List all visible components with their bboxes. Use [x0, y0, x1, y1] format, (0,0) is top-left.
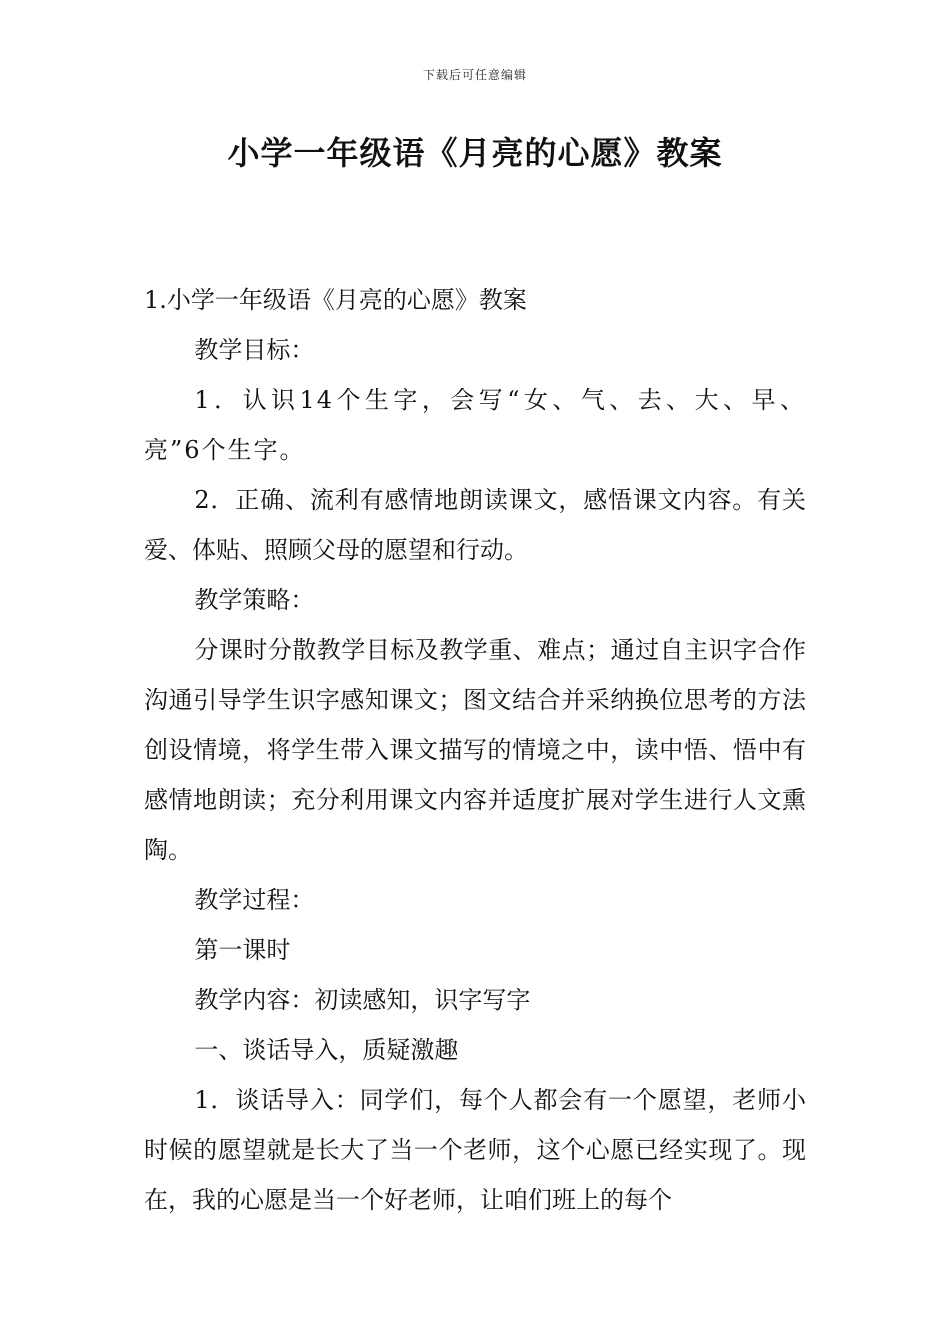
paragraph-strategy: 分课时分散教学目标及教学重、难点；通过自主识字合作沟通引导学生识字感知课文；图文结合并采纳换位思考的方法创设情境，将学生带入课文描写的情境之中，读中悟、悟中有感情地朗读；充分利用课文内容并适度扩展对学生进行人文熏陶。: [144, 636, 806, 864]
paragraph-objectives-label: 教学目标：: [194, 336, 315, 364]
document-title: 小学一年级语《月亮的心愿》教案: [227, 134, 723, 172]
header-note: 下载后可任意编辑: [422, 68, 527, 82]
paragraph-objective-1: 1．认识14个生字，会写“女、气、去、大、早、亮”6个生字。: [144, 386, 806, 464]
document-body: [144, 275, 806, 1225]
section-heading: 1.小学一年级语《月亮的心愿》教案: [144, 286, 527, 314]
paragraph-lesson-one: 第一课时: [194, 936, 291, 964]
paragraph-intro-talk: 1．谈话导入：同学们，每个人都会有一个愿望，老师小时候的愿望就是长大了当一个老师，这个心愿已经实现了。现在，我的心愿是当一个好老师，让咱们班上的每个: [144, 1086, 806, 1214]
paragraph-process-label: 教学过程：: [194, 886, 315, 914]
paragraph-strategy-label: 教学策略：: [194, 586, 315, 614]
paragraph-content: 教学内容：初读感知，识字写字: [194, 986, 531, 1014]
paragraph-step-one: 一、谈话导入，质疑激趣: [194, 1036, 459, 1064]
paragraph-objective-2: 2．正确、流利有感情地朗读课文，感悟课文内容。有关爱、体贴、照顾父母的愿望和行动。: [144, 486, 806, 564]
